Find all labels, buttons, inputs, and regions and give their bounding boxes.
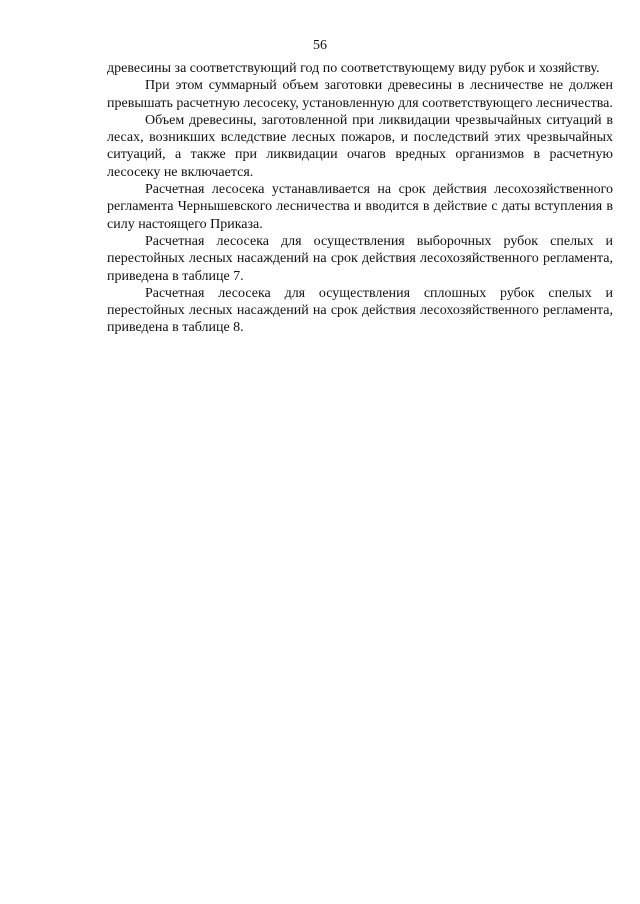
page-number: 56	[313, 38, 327, 53]
paragraph-emergency-volume: Объем древесины, заготовленной при ликвидации чрезвычайных ситуаций в лесах, возникших вследствие лесных пожаров, и последствий этих чрезвычайных ситуаций, а также при ликвидации очагов вредных организмов в расчетную лесосеку не включается.	[107, 112, 613, 180]
paragraph-selective-cuts-table-7: Расчетная лесосека для осуществления выборочных рубок спелых и перестойных лесных насаждений на срок действия лесохозяйственного регламента, приведена в таблице 7.	[107, 233, 613, 284]
paragraph-continuation: древесины за соответствующий год по соответствующему виду рубок и хозяйству.	[107, 61, 600, 76]
paragraph-total-volume: При этом суммарный объем заготовки древесины в лесничестве не должен превышать расчетную лесосеку, установленную для соответствующего лесничества.	[107, 78, 613, 111]
paragraph-allowable-cut-term: Расчетная лесосека устанавливается на срок действия лесохозяйственного регламента Чернышевского лесничества и вводится в действие с даты вступления в силу настоящего Приказа.	[107, 182, 613, 232]
document-body	[107, 60, 613, 337]
paragraph-clear-cuts-table-8: Расчетная лесосека для осуществления сплошных рубок спелых и перестойных лесных насаждений на срок действия лесохозяйственного регламента, приведена в таблице 8.	[107, 285, 613, 336]
